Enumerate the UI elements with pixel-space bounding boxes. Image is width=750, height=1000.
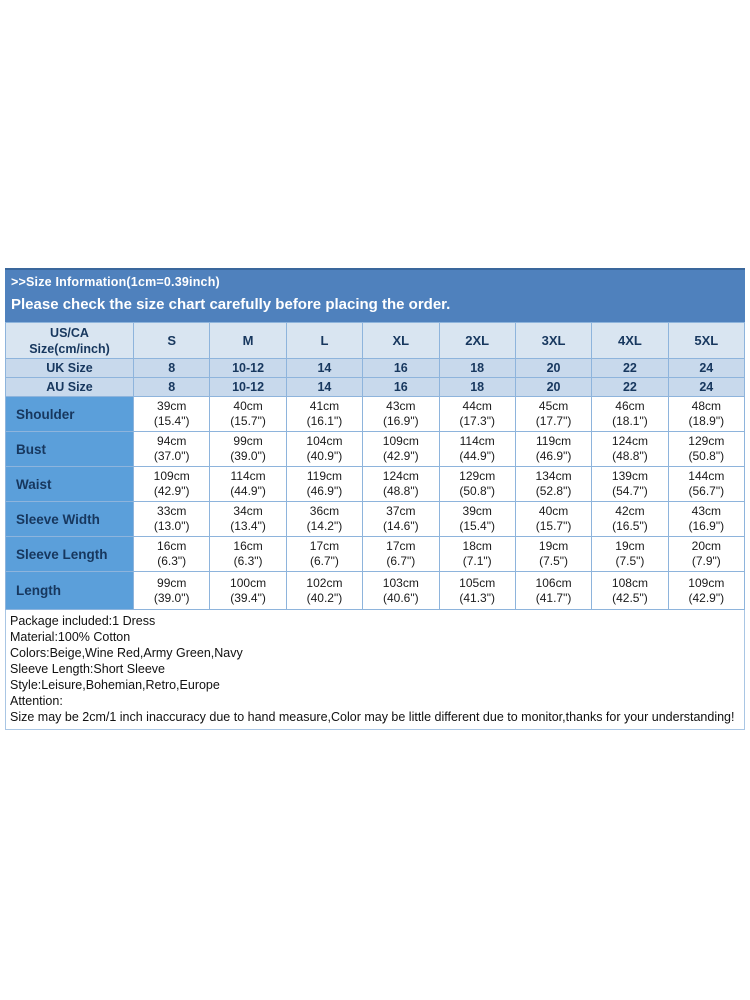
measurement-cell (668, 467, 744, 502)
measurement-inch-value: (39.4") (230, 590, 266, 605)
measurement-inch-value: (42.9") (383, 449, 419, 463)
measurement-cell (515, 467, 591, 502)
measurement-inch-value: (16.9") (688, 519, 725, 533)
size-column-header: S (134, 323, 210, 359)
region-size-value: 14 (286, 378, 362, 397)
measurement-cell (286, 467, 362, 502)
measurement-row-label: Shoulder (6, 397, 134, 432)
measurement-inch-value: (18.1") (612, 414, 648, 428)
region-size-value: 20 (515, 359, 591, 378)
measurement-cm-value: 99cm (233, 434, 263, 448)
measurement-inch-value: (42.9") (688, 590, 725, 605)
measurement-cm-value: 139cm (611, 469, 648, 483)
measurement-cm-value: 99cm (157, 575, 187, 590)
size-chart-page (5, 268, 745, 730)
measurement-cell (286, 397, 362, 432)
measurement-inch-value: (15.4") (459, 519, 495, 533)
measurement-cm-value: 43cm (386, 399, 416, 413)
measurement-inch-value: (6.3") (233, 554, 263, 568)
measurement-cm-value: 134cm (535, 469, 572, 483)
measurement-cm-value: 103cm (382, 575, 419, 590)
measurement-cell (439, 572, 515, 610)
measurement-row (6, 502, 745, 537)
measurement-cm-value: 40cm (538, 504, 569, 518)
region-size-value: 10-12 (210, 359, 286, 378)
measurement-cm-value: 129cm (459, 469, 496, 483)
measurement-cell (592, 537, 668, 572)
measurement-cm-value: 33cm (157, 504, 187, 518)
measurement-cm-value: 18cm (462, 539, 492, 553)
measurement-cell (439, 537, 515, 572)
size-header-row (6, 323, 745, 359)
measurement-row (6, 572, 745, 610)
measurement-inch-value: (6.7") (309, 554, 339, 568)
measurement-cell (134, 537, 210, 572)
measurement-cm-value: 37cm (386, 504, 416, 518)
size-column-header: XL (363, 323, 439, 359)
measurement-cell (515, 502, 591, 537)
measurement-inch-value: (7.5") (539, 554, 569, 568)
measurement-cell (210, 467, 286, 502)
measurement-cm-value: 19cm (615, 539, 645, 553)
measurement-inch-value: (6.7") (386, 554, 416, 568)
measurement-cell (439, 397, 515, 432)
measurement-inch-value: (7.1") (462, 554, 492, 568)
measurement-inch-value: (15.7") (230, 414, 266, 428)
measurement-cell (134, 397, 210, 432)
measurement-cell (286, 572, 362, 610)
region-size-value: 16 (363, 359, 439, 378)
measurement-inch-value: (14.2") (306, 519, 343, 533)
measurement-cm-value: 39cm (157, 399, 187, 413)
size-column-header: M (210, 323, 286, 359)
measurement-cm-value: 94cm (157, 434, 187, 448)
measurement-inch-value: (7.5") (615, 554, 645, 568)
measurement-cm-value: 102cm (306, 575, 343, 590)
measurement-inch-value: (40.9") (306, 449, 343, 463)
measurement-cell (668, 432, 744, 467)
measurement-cell (515, 572, 591, 610)
measurement-row-label: Waist (6, 467, 134, 502)
detail-line: Package included:1 Dress (10, 614, 156, 628)
region-size-value: 8 (134, 378, 210, 397)
size-table-body (6, 397, 745, 610)
measurement-cell (134, 467, 210, 502)
measurement-cell (668, 537, 744, 572)
measurement-cm-value: 124cm (611, 434, 648, 448)
measurement-inch-value: (54.7") (612, 484, 648, 498)
measurement-row-label: Sleeve Length (6, 537, 134, 572)
measurement-row (6, 467, 745, 502)
measurement-inch-value: (13.0") (153, 519, 190, 533)
measurement-inch-value: (15.7") (535, 519, 572, 533)
measurement-cm-value: 109cm (382, 434, 419, 448)
measurement-row (6, 432, 745, 467)
measurement-cell (439, 502, 515, 537)
measurement-inch-value: (48.8") (383, 484, 419, 498)
measurement-row-label: Bust (6, 432, 134, 467)
measurement-inch-value: (18.9") (688, 414, 725, 428)
measurement-inch-value: (50.8") (688, 449, 725, 463)
corner-header-cell (6, 323, 134, 359)
size-column-header: L (286, 323, 362, 359)
measurement-cm-value: 114cm (230, 469, 266, 483)
detail-line: Attention: (10, 694, 63, 708)
size-column-header: 4XL (592, 323, 668, 359)
region-size-value: 18 (439, 378, 515, 397)
size-column-header: 5XL (668, 323, 744, 359)
measurement-cm-value: 46cm (615, 399, 645, 413)
detail-line: Sleeve Length:Short Sleeve (10, 662, 165, 676)
measurement-inch-value: (41.7") (535, 590, 572, 605)
measurement-cell (363, 432, 439, 467)
measurement-inch-value: (15.4") (153, 414, 190, 428)
measurement-inch-value: (44.9") (230, 484, 266, 498)
measurement-cell (515, 537, 591, 572)
measurement-cell (439, 467, 515, 502)
measurement-cm-value: 43cm (691, 504, 721, 518)
measurement-cell (210, 397, 286, 432)
size-info-banner (5, 268, 745, 322)
measurement-inch-value: (44.9") (459, 449, 495, 463)
measurement-inch-value: (16.9") (383, 414, 419, 428)
region-size-value: 24 (668, 378, 744, 397)
measurement-cell (286, 432, 362, 467)
region-size-value: 22 (592, 359, 668, 378)
measurement-row (6, 397, 745, 432)
measurement-cm-value: 114cm (459, 434, 495, 448)
measurement-inch-value: (39.0") (153, 590, 190, 605)
region-size-value: 16 (363, 378, 439, 397)
measurement-cell (668, 397, 744, 432)
measurement-cell (668, 572, 744, 610)
measurement-cell (134, 572, 210, 610)
measurement-inch-value: (40.6") (383, 590, 419, 605)
measurement-cell (210, 432, 286, 467)
measurement-cell (592, 467, 668, 502)
measurement-inch-value: (40.2") (306, 590, 343, 605)
measurement-cm-value: 119cm (535, 434, 572, 448)
measurement-inch-value: (39.0") (230, 449, 266, 463)
region-row-label: UK Size (6, 359, 134, 378)
measurement-cell (210, 572, 286, 610)
detail-line: Material:100% Cotton (10, 630, 131, 644)
region-size-row (6, 378, 745, 397)
measurement-cell (134, 502, 210, 537)
measurement-cm-value: 41cm (309, 399, 340, 413)
measurement-cell (210, 537, 286, 572)
region-size-value: 24 (668, 359, 744, 378)
measurement-cell (134, 432, 210, 467)
measurement-cell (363, 397, 439, 432)
region-size-value: 14 (286, 359, 362, 378)
measurement-cm-value: 39cm (462, 504, 492, 518)
measurement-cm-value: 20cm (691, 539, 721, 553)
measurement-row-label: Sleeve Width (6, 502, 134, 537)
measurement-cell (210, 502, 286, 537)
measurement-row-label: Length (6, 572, 134, 610)
measurement-cm-value: 40cm (233, 399, 263, 413)
region-size-value: 18 (439, 359, 515, 378)
measurement-cm-value: 119cm (306, 469, 342, 483)
measurement-cm-value: 16cm (233, 539, 263, 553)
banner-title: >>Size Information(1cm=0.39inch) (11, 275, 220, 289)
region-size-value: 20 (515, 378, 591, 397)
region-size-value: 8 (134, 359, 210, 378)
size-column-header: 2XL (439, 323, 515, 359)
size-column-header: 3XL (515, 323, 591, 359)
measurement-cm-value: 48cm (691, 399, 721, 413)
measurement-cm-value: 100cm (230, 575, 267, 590)
measurement-inch-value: (52.8") (535, 484, 572, 498)
measurement-inch-value: (56.7") (688, 484, 725, 498)
measurement-inch-value: (16.1") (306, 414, 343, 428)
measurement-cell (286, 537, 362, 572)
measurement-cell (592, 572, 668, 610)
measurement-inch-value: (17.7") (535, 414, 572, 428)
detail-line: Size may be 2cm/1 inch inaccuracy due to hand measure,Color may be little different due to monitor,thanks for your understanding! (10, 710, 735, 724)
measurement-inch-value: (6.3") (157, 554, 187, 568)
measurement-inch-value: (46.9") (306, 484, 343, 498)
measurement-cell (363, 502, 439, 537)
measurement-inch-value: (7.9") (691, 554, 721, 568)
measurement-cell (439, 432, 515, 467)
measurement-cell (363, 467, 439, 502)
measurement-cm-value: 44cm (462, 399, 492, 413)
size-table-head (6, 323, 745, 397)
region-row-label: AU Size (6, 378, 134, 397)
product-details (5, 610, 745, 730)
measurement-cm-value: 109cm (153, 469, 190, 483)
measurement-inch-value: (17.3") (459, 414, 495, 428)
measurement-inch-value: (41.3") (459, 590, 495, 605)
measurement-cm-value: 19cm (538, 539, 569, 553)
size-table (5, 322, 745, 610)
measurement-cm-value: 108cm (611, 575, 648, 590)
detail-line: Colors:Beige,Wine Red,Army Green,Navy (10, 646, 243, 660)
measurement-cm-value: 36cm (309, 504, 340, 518)
measurement-cell (286, 502, 362, 537)
measurement-cm-value: 109cm (688, 575, 725, 590)
measurement-cm-value: 16cm (157, 539, 187, 553)
measurement-cm-value: 129cm (688, 434, 725, 448)
measurement-cm-value: 34cm (233, 504, 263, 518)
measurement-cell (515, 432, 591, 467)
measurement-cell (363, 572, 439, 610)
measurement-inch-value: (46.9") (535, 449, 572, 463)
measurement-cell (592, 502, 668, 537)
measurement-cm-value: 144cm (688, 469, 725, 483)
measurement-inch-value: (37.0") (153, 449, 190, 463)
region-size-value: 10-12 (210, 378, 286, 397)
measurement-cm-value: 105cm (459, 575, 496, 590)
measurement-cm-value: 42cm (615, 504, 645, 518)
measurement-inch-value: (14.6") (383, 519, 419, 533)
measurement-inch-value: (48.8") (612, 449, 648, 463)
measurement-inch-value: (16.5") (612, 519, 648, 533)
region-size-value: 22 (592, 378, 668, 397)
measurement-cm-value: 124cm (382, 469, 419, 483)
measurement-cell (515, 397, 591, 432)
measurement-row (6, 537, 745, 572)
measurement-cell (363, 537, 439, 572)
measurement-inch-value: (42.5") (612, 590, 648, 605)
measurement-inch-value: (50.8") (459, 484, 495, 498)
corner-header-line1: US/CA (50, 325, 89, 340)
measurement-cm-value: 17cm (309, 539, 340, 553)
measurement-inch-value: (42.9") (153, 484, 190, 498)
measurement-cell (592, 432, 668, 467)
measurement-cm-value: 45cm (538, 399, 569, 413)
measurement-inch-value: (13.4") (230, 519, 266, 533)
detail-line: Style:Leisure,Bohemian,Retro,Europe (10, 678, 220, 692)
measurement-cm-value: 106cm (535, 575, 572, 590)
measurement-cm-value: 104cm (306, 434, 343, 448)
region-size-row (6, 359, 745, 378)
measurement-cell (668, 502, 744, 537)
measurement-cm-value: 17cm (386, 539, 416, 553)
measurement-cell (592, 397, 668, 432)
corner-header-line2: Size(cm/inch) (29, 341, 110, 356)
banner-subtitle: Please check the size chart carefully before placing the order. (11, 296, 451, 313)
